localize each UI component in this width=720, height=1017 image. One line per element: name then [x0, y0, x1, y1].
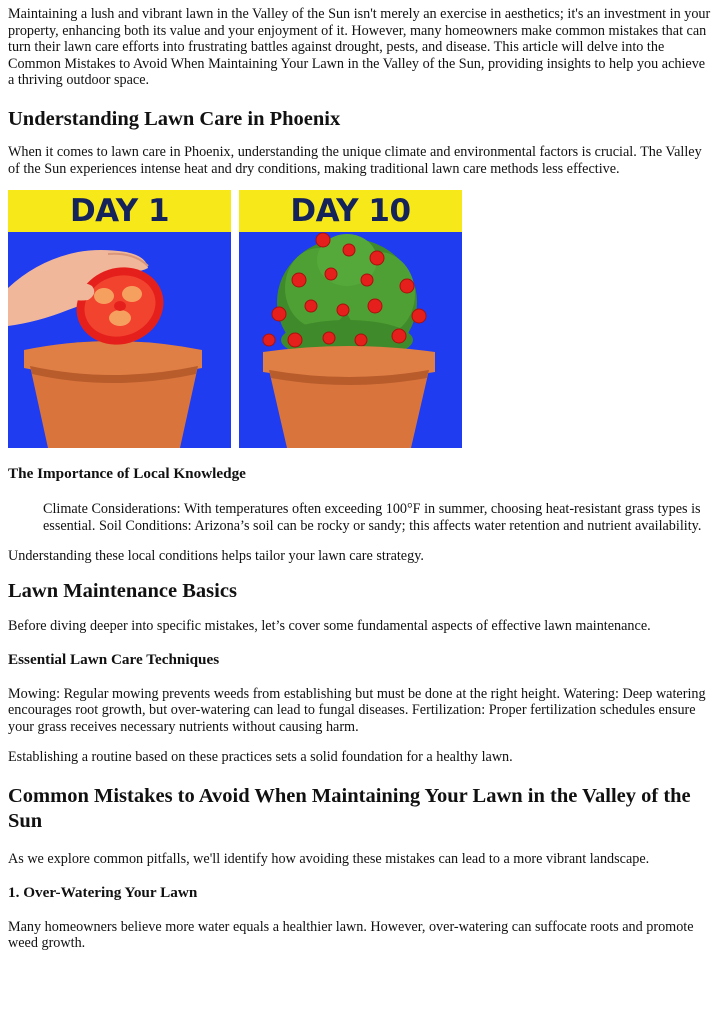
heading-essential-techniques: Essential Lawn Care Techniques — [8, 650, 220, 668]
intro-paragraph: Maintaining a lush and vibrant lawn in the Valley of the Sun isn't merely an exercise in aesthetics; it's an investment in your property, enhancing both its value and your enjoyment of it. However, many homeowners make common mistakes that can turn their lawn care efforts into frustrating battles against drought, pests, and disease. This article will delve into the Common Mistakes to Avoid When Maintaining Your Lawn in the Valley of the Sun, providing insights to help you achieve a thriving outdoor space. — [8, 6, 711, 89]
heading-common-mistakes: Common Mistakes to Avoid When Maintaining Your Lawn in the Valley of the Sun — [8, 784, 691, 832]
paragraph-phoenix-climate: When it comes to lawn care in Phoenix, understanding the unique climate and environmental factors is crucial. The Valley of the Sun experiences intense heat and dry conditions, making traditional lawn care methods less effective. — [8, 143, 702, 177]
paragraph-over-watering: Many homeowners believe more water equals a healthier lawn. However, over-watering can suffocate roots and promote weed growth. — [8, 918, 694, 952]
day-10-label: DAY 10 — [290, 193, 411, 230]
paragraph-mowing-watering: Mowing: Regular mowing prevents weeds from establishing but must be done at the right height. Watering: Deep watering encourages root growth, but over-watering can lead to fungal diseases. Fertilization: Proper fertilization schedules ensure your grass receives necessary nutrients without causing harm. — [8, 685, 706, 735]
heading-lawn-maintenance-basics: Lawn Maintenance Basics — [8, 579, 237, 602]
indented-climate-soil: Climate Considerations: With temperatures often exceeding 100°F in summer, choosing heat-resistant grass types is essential. Soil Conditions: Arizona’s soil can be rocky or sandy; this affects water retention and nutrient availability. — [43, 501, 702, 534]
day-10-panel — [239, 190, 462, 448]
tomato-growth-image — [8, 190, 462, 448]
paragraph-routine: Establishing a routine based on these practices sets a solid foundation for a healthy lawn. — [8, 749, 513, 766]
paragraph-local-conditions: Understanding these local conditions helps tailor your lawn care strategy. — [8, 548, 424, 565]
day-1-label: DAY 1 — [69, 193, 170, 230]
heading-over-watering: 1. Over-Watering Your Lawn — [8, 883, 198, 901]
day-1-panel — [8, 190, 231, 448]
paragraph-fundamentals: Before diving deeper into specific mistakes, let’s cover some fundamental aspects of effective lawn maintenance. — [8, 617, 651, 634]
heading-local-knowledge: The Importance of Local Knowledge — [8, 465, 246, 483]
paragraph-pitfalls: As we explore common pitfalls, we'll identify how avoiding these mistakes can lead to a more vibrant landscape. — [8, 850, 650, 867]
heading-understanding-lawn-care: Understanding Lawn Care in Phoenix — [8, 107, 341, 130]
